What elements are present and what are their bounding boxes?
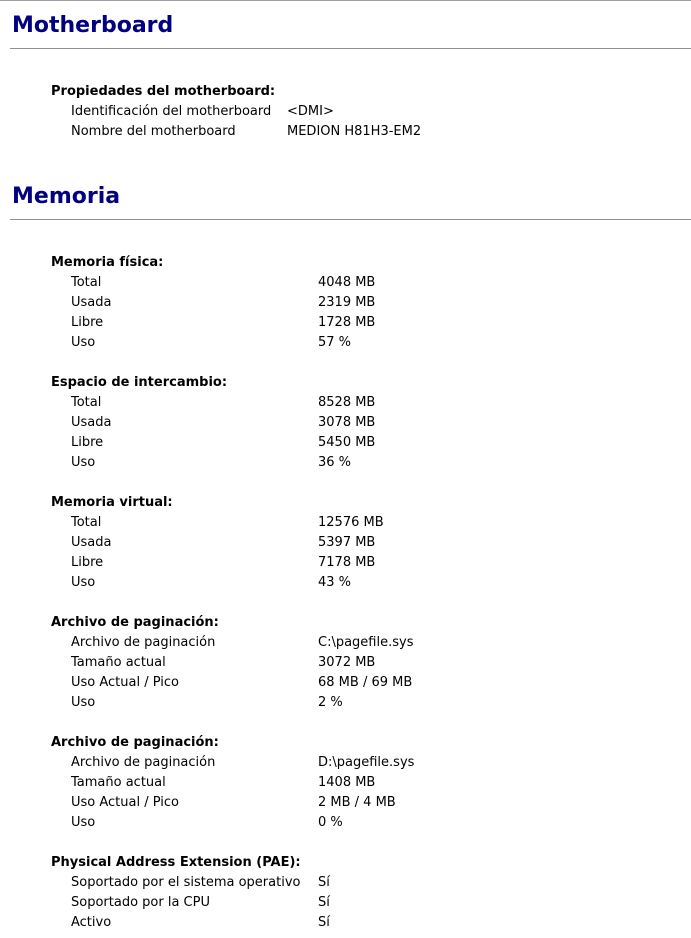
property-row [51, 413, 691, 433]
group-title: Propiedades del motherboard: [51, 84, 276, 99]
property-value: 1408 MB [318, 775, 376, 790]
property-value: 3078 MB [318, 415, 376, 430]
property-value: 2 MB / 4 MB [318, 795, 396, 810]
property-value: 57 % [318, 335, 352, 350]
property-row [51, 513, 691, 533]
property-value: D:\pagefile.sys [318, 755, 415, 770]
property-value: 12576 MB [318, 515, 384, 530]
property-value: 3072 MB [318, 655, 376, 670]
pagefile-d-group [51, 733, 691, 833]
property-row [51, 893, 691, 913]
property-value: 5397 MB [318, 535, 376, 550]
group-title: Memoria virtual: [51, 495, 173, 510]
property-label: Usada [71, 535, 112, 550]
section-divider [10, 219, 691, 220]
section-title-motherboard: Motherboard [12, 13, 174, 38]
property-value: C:\pagefile.sys [318, 635, 414, 650]
property-row [51, 433, 691, 453]
group-title: Physical Address Extension (PAE): [51, 855, 301, 870]
property-label: Soportado por la CPU [71, 895, 210, 910]
property-row [51, 293, 691, 313]
property-row [51, 102, 691, 122]
property-row [51, 633, 691, 653]
property-label: Activo [71, 915, 112, 930]
property-label: Usada [71, 415, 112, 430]
property-label: Libre [71, 555, 104, 570]
pagefile-c-group [51, 613, 691, 713]
property-label: Uso Actual / Pico [71, 795, 180, 810]
property-value: 7178 MB [318, 555, 376, 570]
property-value: 43 % [318, 575, 352, 590]
property-row [51, 333, 691, 353]
property-row [51, 122, 691, 142]
section-title-memoria: Memoria [12, 184, 121, 209]
property-row [51, 573, 691, 593]
group-title: Archivo de paginación: [51, 735, 219, 750]
property-row [51, 393, 691, 413]
property-row [51, 753, 691, 773]
property-value: 36 % [318, 455, 352, 470]
property-label: Soportado por el sistema operativo [71, 875, 301, 890]
property-row [51, 813, 691, 833]
property-label: Uso [71, 455, 96, 470]
property-value: <DMI> [287, 104, 334, 119]
group-title: Espacio de intercambio: [51, 375, 228, 390]
property-value: 5450 MB [318, 435, 376, 450]
property-label: Uso [71, 575, 96, 590]
property-label: Tamaño actual [71, 775, 166, 790]
property-row [51, 533, 691, 553]
group-title: Memoria física: [51, 255, 164, 270]
virtual-memory-group [51, 493, 691, 593]
property-label: Usada [71, 295, 112, 310]
property-row [51, 913, 691, 933]
property-value: 2 % [318, 695, 343, 710]
property-row [51, 313, 691, 333]
swap-space-group [51, 373, 691, 473]
property-value: Sí [318, 895, 330, 910]
property-row [51, 453, 691, 473]
property-label: Uso [71, 335, 96, 350]
motherboard-properties-group [51, 82, 691, 142]
group-title: Archivo de paginación: [51, 615, 219, 630]
property-label: Total [71, 395, 102, 410]
property-label: Uso [71, 815, 96, 830]
property-label: Uso Actual / Pico [71, 675, 180, 690]
property-row [51, 273, 691, 293]
property-label: Libre [71, 435, 104, 450]
property-label: Identificación del motherboard [71, 104, 272, 119]
property-label: Archivo de paginación [71, 635, 216, 650]
property-label: Uso [71, 695, 96, 710]
property-row [51, 873, 691, 893]
property-value: 1728 MB [318, 315, 376, 330]
property-label: Tamaño actual [71, 655, 166, 670]
property-value: 4048 MB [318, 275, 376, 290]
property-value: 68 MB / 69 MB [318, 675, 413, 690]
property-value: Sí [318, 915, 330, 930]
property-label: Total [71, 275, 102, 290]
property-value: 8528 MB [318, 395, 376, 410]
property-row [51, 553, 691, 573]
property-value: 0 % [318, 815, 343, 830]
section-divider [10, 48, 691, 49]
property-value: Sí [318, 875, 330, 890]
property-label: Archivo de paginación [71, 755, 216, 770]
property-row [51, 653, 691, 673]
property-row [51, 673, 691, 693]
property-label: Nombre del motherboard [71, 124, 236, 139]
property-value: 2319 MB [318, 295, 376, 310]
property-row [51, 693, 691, 713]
property-label: Libre [71, 315, 104, 330]
pae-group [51, 853, 691, 933]
physical-memory-group [51, 253, 691, 353]
property-row [51, 773, 691, 793]
property-value: MEDION H81H3-EM2 [287, 124, 422, 139]
property-row [51, 793, 691, 813]
property-label: Total [71, 515, 102, 530]
